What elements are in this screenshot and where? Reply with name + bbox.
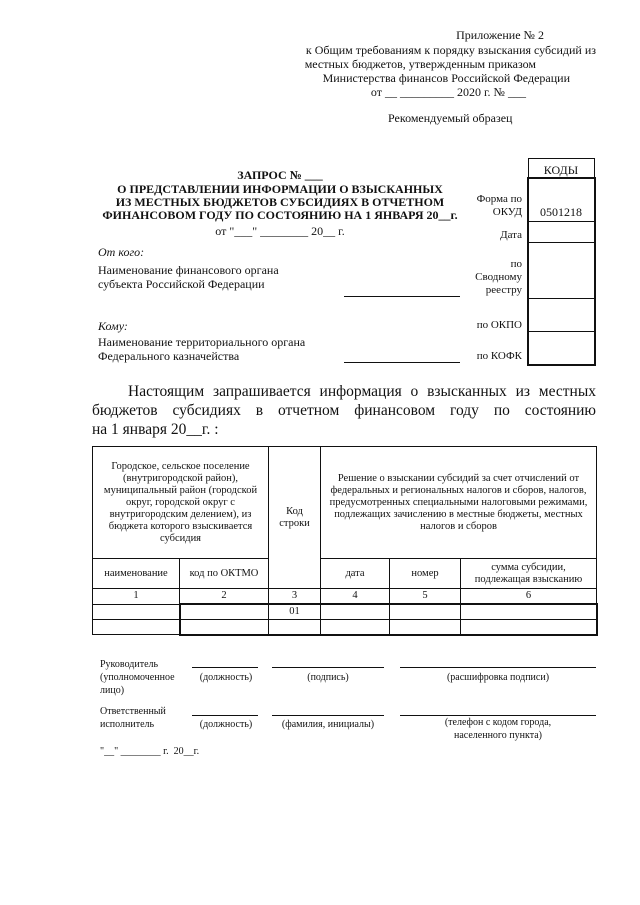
label-okpo: по ОКПО [476, 319, 522, 331]
head-position-line[interactable] [192, 667, 258, 668]
header-line-code: Код строки [269, 447, 321, 589]
appendix-line5: от __ _________ 2020 г. № ___ [370, 85, 526, 99]
cell-name[interactable] [93, 604, 180, 620]
to-label: Кому: [98, 319, 128, 333]
col-num-1: 1 [93, 589, 180, 605]
label-kofk: по КОФК [476, 350, 522, 362]
label-okud: Форма по ОКУД [476, 193, 522, 218]
title-line1: ЗАПРОС № ___ [237, 168, 323, 182]
label-registry: по Сводному реестру [475, 258, 522, 296]
title-date-line: от "___" ________ 20__ г. [215, 224, 345, 238]
head-label-3: лицо) [100, 685, 125, 696]
okud-code: 0501218 [540, 205, 582, 219]
cell-oktmo[interactable] [180, 620, 269, 635]
resp-fio-caption: (фамилия, инициалы) [281, 719, 375, 730]
head-signature-caption: (подпись) [307, 672, 349, 683]
head-label-1: Руководитель [100, 659, 159, 670]
head-decoding-caption: (расшифровка подписи) [446, 672, 550, 683]
col-num-3: 3 [269, 589, 321, 605]
subheader-amount: сумма субсидии, подлежащая взысканию [461, 559, 597, 589]
appendix-line2: к Общим требованиям к порядку взыскания субсидий из [305, 43, 596, 57]
cell-number[interactable] [390, 620, 461, 635]
title-line2: О ПРЕДСТАВЛЕНИИ ИНФОРМАЦИИ О ВЗЫСКАННЫХ [117, 182, 443, 196]
resp-position-caption: (должность) [199, 719, 253, 730]
body-line2: бюджетов субсидиях в отчетном финансовом году по состоянию [92, 402, 596, 419]
head-signature-line[interactable] [272, 667, 384, 668]
from-input-line[interactable] [344, 296, 460, 297]
appendix-line3: местных бюджетов, утвержденным приказом [304, 57, 536, 71]
cell-date[interactable] [321, 620, 390, 635]
cell-line-code: 01 [269, 604, 321, 620]
resp-phone-caption-2: населенного пункта) [454, 730, 542, 741]
to-line1: Наименование территориального органа [98, 335, 306, 349]
title-line4: ФИНАНСОВОМ ГОДУ ПО СОСТОЯНИЮ НА 1 ЯНВАРЯ 20__г. [102, 208, 458, 222]
body-paragraph [92, 382, 596, 439]
subheader-date: дата [321, 559, 390, 589]
from-line1: Наименование финансового органа [98, 263, 279, 277]
col-num-5: 5 [390, 589, 461, 605]
col-num-2: 2 [180, 589, 269, 605]
resp-position-line[interactable] [192, 715, 258, 716]
subheader-name: наименование [93, 559, 180, 589]
head-label-2: (уполномоченное [100, 672, 175, 683]
body-line1: Настоящим запрашивается информация о взысканных из местных [128, 383, 596, 400]
cell-date[interactable] [321, 604, 390, 620]
to-line2: Федерального казначейства [98, 349, 240, 363]
head-position-caption: (должность) [199, 672, 253, 683]
col-num-4: 4 [321, 589, 390, 605]
to-input-line[interactable] [344, 362, 460, 363]
header-decision: Решение о взыскании субсидий за счет отчислений от федеральных и региональных налогов и сборов, налогов, предусмотренных специальными налоговыми режимами, подлежащих зачислению в местные бюджеты, местных налогов и сборов [321, 447, 597, 559]
cell-name[interactable] [93, 620, 180, 635]
col-num-6: 6 [461, 589, 597, 605]
resp-phone-caption-1: (телефон с кодом города, [444, 717, 552, 728]
cell-amount[interactable] [461, 620, 597, 635]
subsidies-table [92, 446, 598, 636]
body-line3: на 1 января 20__г. : [92, 421, 219, 438]
from-label: От кого: [98, 245, 145, 259]
cell-amount[interactable] [461, 604, 597, 620]
resp-fio-line[interactable] [272, 715, 384, 716]
label-date: Дата [500, 229, 522, 241]
title-line3: ИЗ МЕСТНЫХ БЮДЖЕТОВ СУБСИДИЯХ В ОТЧЕТНОМ [115, 195, 445, 209]
table-row [93, 620, 597, 635]
resp-label-1: Ответственный [100, 706, 166, 717]
resp-phone-line[interactable] [400, 715, 596, 716]
from-line2: субъекта Российской Федерации [98, 277, 265, 291]
table-row [93, 604, 597, 620]
codes-header: КОДЫ [543, 163, 579, 177]
appendix-line4: Министерства финансов Российской Федерации [322, 71, 570, 85]
cell-line-code[interactable] [269, 620, 321, 635]
subheader-oktmo: код по ОКТМО [180, 559, 269, 589]
head-decoding-line[interactable] [400, 667, 596, 668]
appendix-line1: Приложение № 2 [456, 28, 544, 42]
resp-label-2: исполнитель [100, 719, 155, 730]
cell-oktmo[interactable] [180, 604, 269, 620]
header-municipality: Городское, сельское поселение (внутригородской район), муниципальный район (городской округ, городской округ с внутригородским делением), из бюджета которого взыскивается субсидия [93, 447, 269, 559]
recommended-sample: Рекомендуемый образец [388, 111, 513, 125]
cell-number[interactable] [390, 604, 461, 620]
subheader-number: номер [390, 559, 461, 589]
signature-date: "__" ________ г. 20__г. [100, 746, 200, 757]
